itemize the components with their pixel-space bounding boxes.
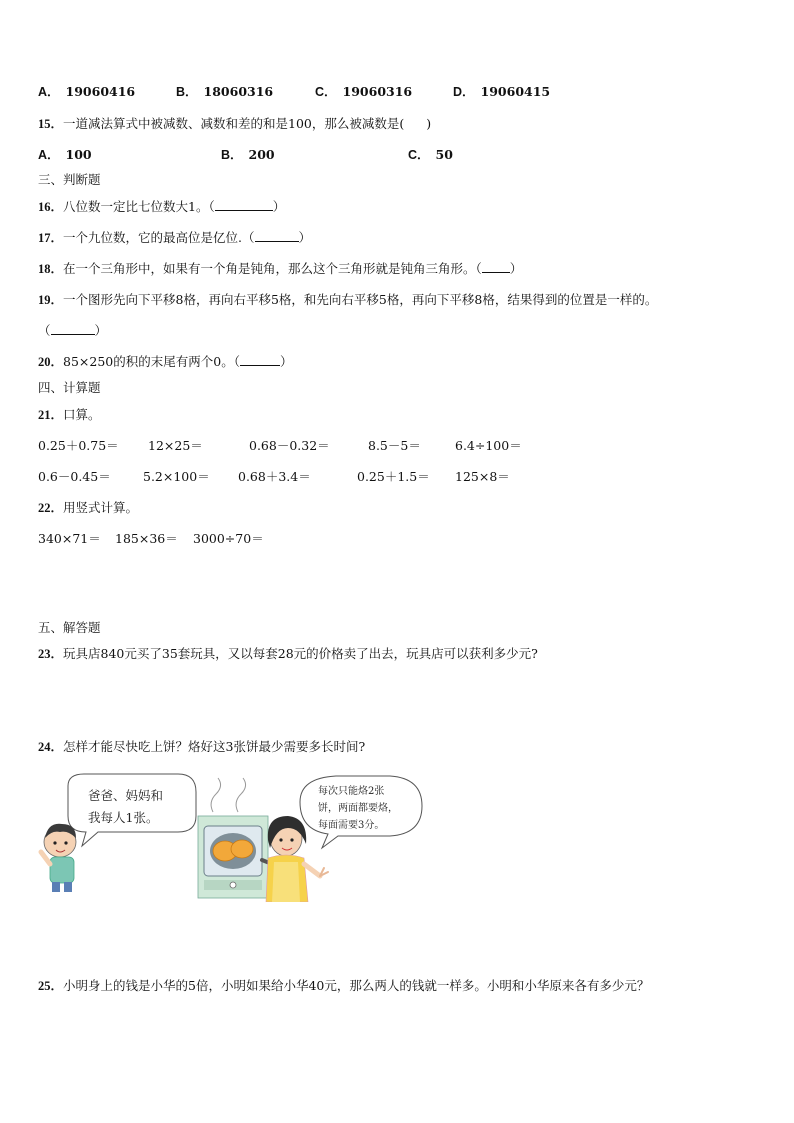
question-21 (38, 407, 101, 423)
answer-blank[interactable] (240, 354, 280, 366)
q15-option-c (408, 147, 453, 163)
section-heading-3: 三、判断题 (38, 172, 101, 187)
question-close: ） (279, 354, 293, 369)
calc-item: 12×25＝ (148, 438, 203, 453)
option-value: 100 (65, 147, 92, 162)
question-text: 一个九位数，它的最高位是亿位.（ (63, 230, 255, 245)
question-19 (38, 292, 657, 308)
calc-item: 0.25＋0.75＝ (38, 438, 119, 453)
option-label: C． (315, 85, 337, 99)
q14-option-a (38, 84, 135, 100)
question-close: ） (509, 261, 523, 276)
question-17 (38, 230, 311, 246)
question-16 (38, 199, 285, 215)
option-label: B． (176, 85, 198, 99)
question-number: 24． (38, 740, 64, 754)
question-text: 85×250的积的末尾有两个0。（ (63, 354, 240, 369)
pancake-scene-image (38, 772, 430, 902)
calc-item: 5.2×100＝ (143, 469, 210, 484)
answer-blank[interactable] (51, 323, 95, 335)
section-heading-5: 五、解答题 (38, 620, 101, 635)
calc-item: 6.4÷100＝ (455, 438, 522, 453)
calc-item: 0.68－0.32＝ (249, 438, 330, 453)
answer-blank[interactable] (482, 261, 510, 273)
boy-figure (41, 824, 76, 892)
question-number: 25． (38, 979, 64, 993)
mother-bubble-line-1: 每次只能烙2张 (318, 786, 385, 797)
question-text: 怎样才能尽快吃上饼？烙好这3张饼最少需要多长时间? (63, 739, 366, 754)
q15-option-b (221, 147, 275, 163)
calc-item: 0.68＋3.4＝ (238, 469, 311, 484)
boy-bubble-line-2: 我每人1张。 (88, 810, 159, 825)
calc-item: 0.25＋1.5＝ (357, 469, 430, 484)
q14-option-d (453, 84, 550, 100)
question-23 (38, 646, 538, 662)
q14-option-b (176, 84, 273, 100)
question-close: ） (94, 323, 108, 338)
option-label: D． (453, 85, 475, 99)
option-value: 19060416 (65, 84, 136, 99)
mother-bubble-line-2: 饼，两面都要烙， (318, 803, 398, 814)
calc-item: 125×8＝ (455, 469, 510, 484)
question-20 (38, 354, 292, 370)
answer-blank[interactable] (215, 199, 273, 211)
question-18 (38, 261, 522, 277)
boy-bubble-line-1: 爸爸、妈妈和 (88, 788, 164, 803)
option-value: 19060415 (480, 84, 551, 99)
question-text: 在一个三角形中，如果有一个角是钝角，那么这个三角形就是钝角三角形。（ (63, 261, 482, 276)
option-label: A． (38, 85, 60, 99)
question-text: 用竖式计算。 (63, 500, 139, 515)
pancake-illustration (38, 772, 430, 902)
question-19-answer (38, 323, 107, 339)
calc-item: 185×36＝ (115, 531, 178, 546)
option-value: 200 (248, 147, 275, 162)
question-open: （ (38, 323, 51, 338)
calc-item: 3000÷70＝ (193, 531, 264, 546)
option-value: 50 (435, 147, 453, 162)
question-22 (38, 500, 138, 516)
question-text: 一个图形先向下平移8格，再向右平移5格，和先向右平移5格，再向下平移8格，结果得到的位置是一样的。 (63, 292, 658, 307)
option-label: A． (38, 148, 60, 162)
question-number: 18． (38, 262, 64, 276)
calc-item: 340×71＝ (38, 531, 101, 546)
q15-option-a (38, 147, 92, 163)
question-number: 23． (38, 647, 64, 661)
question-number: 15． (38, 117, 64, 131)
option-value: 19060316 (342, 84, 413, 99)
option-label: B． (221, 148, 243, 162)
option-label: C． (408, 148, 430, 162)
question-24 (38, 739, 365, 755)
question-number: 22． (38, 501, 64, 515)
mother-bubble-line-3: 每面需要3分。 (318, 820, 385, 831)
question-number: 19． (38, 293, 64, 307)
question-close: ) (426, 116, 432, 131)
question-15 (38, 116, 431, 132)
question-close: ） (272, 199, 286, 214)
calc-item: 8.5－5＝ (368, 438, 421, 453)
option-value: 18060316 (203, 84, 274, 99)
question-text: 一道减法算式中被减数、减数和差的和是100，那么被减数是( (63, 116, 405, 131)
answer-blank[interactable] (255, 230, 299, 242)
question-25 (38, 978, 649, 994)
section-heading-4: 四、计算题 (38, 380, 101, 395)
question-text: 小明身上的钱是小华的5倍，小明如果给小华40元，那么两人的钱就一样多。小明和小华原来各有多少元？ (63, 978, 650, 993)
question-number: 20． (38, 355, 64, 369)
question-number: 16． (38, 200, 64, 214)
question-number: 17． (38, 231, 64, 245)
question-close: ） (298, 230, 312, 245)
q14-option-c (315, 84, 412, 100)
question-text: 八位数一定比七位数大1。（ (63, 199, 215, 214)
question-number: 21． (38, 408, 64, 422)
question-text: 口算。 (63, 407, 101, 422)
calc-item: 0.6－0.45＝ (38, 469, 111, 484)
question-text: 玩具店840元买了35套玩具，又以每套28元的价格卖了出去，玩具店可以获利多少元? (63, 646, 538, 661)
